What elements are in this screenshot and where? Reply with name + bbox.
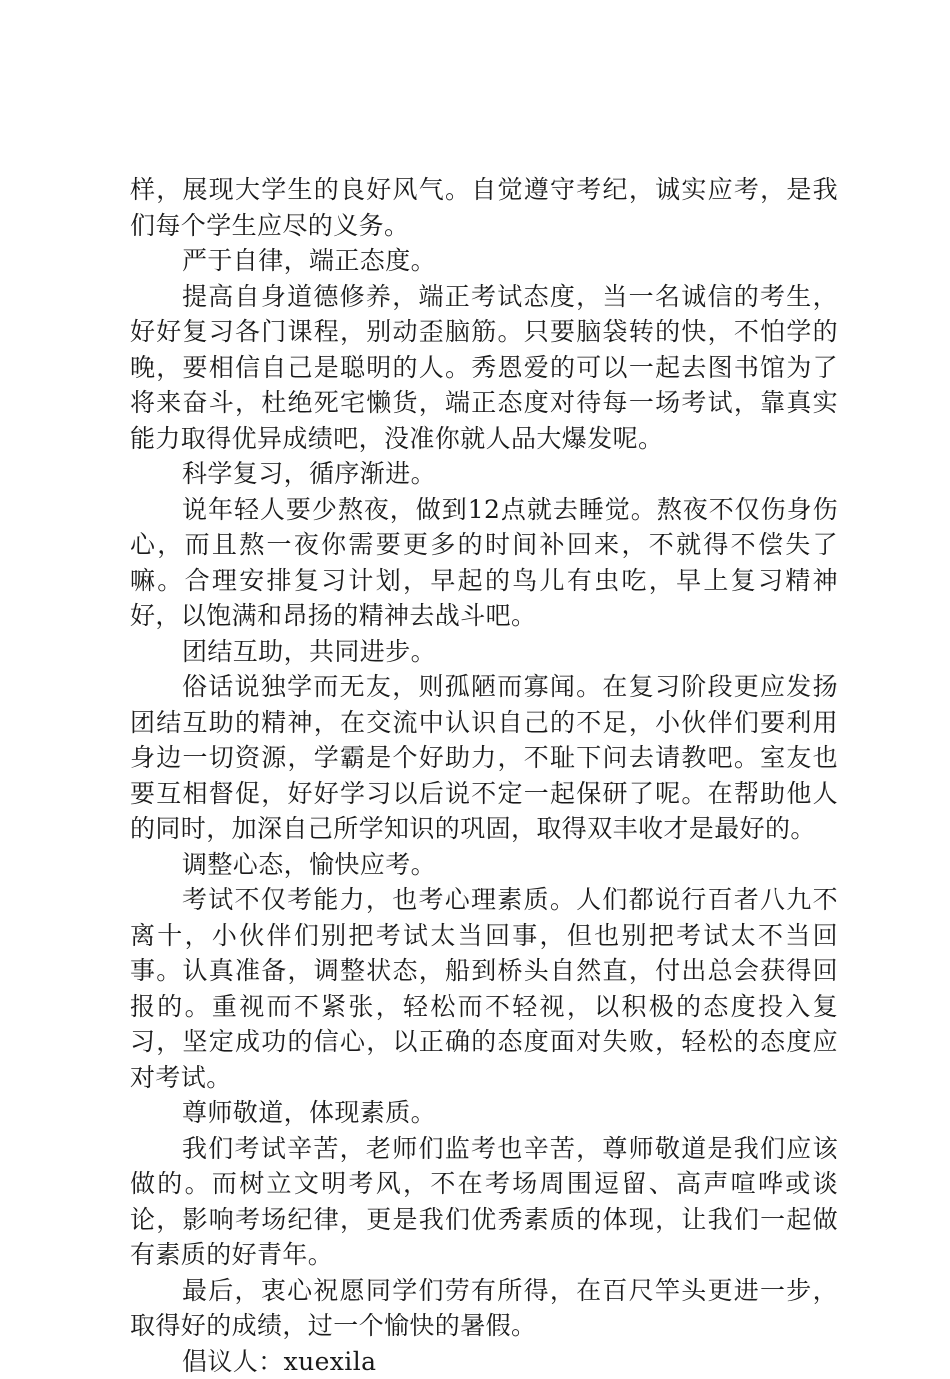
paragraph-closing-wishes: 最后，衷心祝愿同学们劳有所得，在百尺竿头更进一步，取得好的成绩，过一个愉快的暑假。 <box>130 1273 838 1344</box>
paragraph-self-discipline: 提高自身道德修养，端正考试态度，当一名诚信的考生，好好复习各门课程，别动歪脑筋。只要脑袋转的快，不怕学的晚，要相信自己是聪明的人。秀恩爱的可以一起去图书馆为了将来奋斗，杜绝死宅懒货，端正态度对待每一场考试，靠真实能力取得优异成绩吧，没准你就人品大爆发呢。 <box>130 279 838 457</box>
document-body <box>130 172 838 1379</box>
paragraph-mutual-help: 俗话说独学而无友，则孤陋而寡闻。在复习阶段更应发扬团结互助的精神，在交流中认识自己的不足，小伙伴们要利用身边一切资源，学霸是个好助力，不耻下问去请教吧。室友也要互相督促，好好学习以后说不定一起保研了呢。在帮助他人的同时，加深自己所学知识的巩固，取得双丰收才是最好的。 <box>130 669 838 847</box>
section-heading-mutual-help: 团结互助，共同进步。 <box>130 634 838 670</box>
section-heading-scientific-review: 科学复习，循序渐进。 <box>130 456 838 492</box>
paragraph-scientific-review: 说年轻人要少熬夜，做到12点就去睡觉。熬夜不仅伤身伤心，而且熬一夜你需要更多的时间补回来，不就得不偿失了嘛。合理安排复习计划，早起的鸟儿有虫吃，早上复习精神好，以饱满和昂扬的精神去战斗吧。 <box>130 492 838 634</box>
paragraph-continuation: 样，展现大学生的良好风气。自觉遵守考纪，诚实应考，是我们每个学生应尽的义务。 <box>130 172 838 243</box>
section-heading-respect-teachers: 尊师敬道，体现素质。 <box>130 1095 838 1131</box>
signature-line: 倡议人：xuexila <box>130 1344 838 1379</box>
section-heading-mindset: 调整心态，愉快应考。 <box>130 847 838 883</box>
section-heading-self-discipline: 严于自律，端正态度。 <box>130 243 838 279</box>
paragraph-mindset: 考试不仅考能力，也考心理素质。人们都说行百者八九不离十，小伙伴们别把考试太当回事，但也别把考试太不当回事。认真准备，调整状态，船到桥头自然直，付出总会获得回报的。重视而不紧张，轻松而不轻视，以积极的态度投入复习，坚定成功的信心，以正确的态度面对失败，轻松的态度应对考试。 <box>130 882 838 1095</box>
paragraph-respect-teachers: 我们考试辛苦，老师们监考也辛苦，尊师敬道是我们应该做的。而树立文明考风，不在考场周围逗留、高声喧哗或谈论，影响考场纪律，更是我们优秀素质的体现，让我们一起做有素质的好青年。 <box>130 1131 838 1273</box>
